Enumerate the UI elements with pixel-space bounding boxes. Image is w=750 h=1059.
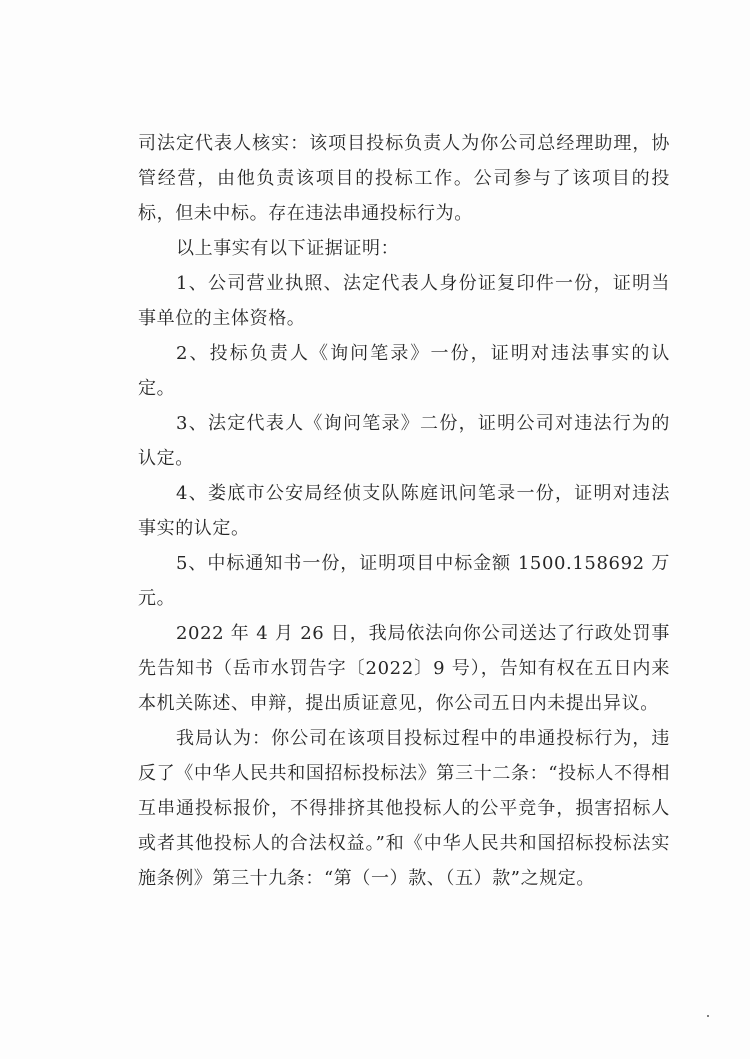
paragraph-evidence-2: 2、投标负责人《询问笔录》一份，证明对违法事实的认定。 [138,343,670,399]
document-body [138,126,670,896]
scan-speck [707,1015,709,1017]
paragraph-evidence-intro: 以上事实有以下证据证明： [176,238,400,259]
paragraph-notice: 2022 年 4 月 26 日，我局依法向你公司送达了行政处罚事先告知书（岳市水罚告字〔2022〕9 号），告知有权在五日内来本机关陈述、申辩，提出质证意见，你公司五日内未提出异议。 [138,623,670,714]
paragraph-evidence-4: 4、娄底市公安局经侦支队陈庭讯问笔录一份，证明对违法事实的认定。 [138,483,670,539]
paragraph-evidence-3: 3、法定代表人《询问笔录》二份，证明公司对违法行为的认定。 [138,413,670,469]
paragraph-ruling: 我局认为：你公司在该项目投标过程中的串通投标行为，违反了《中华人民共和国招标投标法》第三十二条：“投标人不得相互串通投标报价，不得排挤其他投标人的公平竞争，损害招标人或者其他投标人的合法权益。”和《中华人民共和国招标投标法实施条例》第三十九条：“第（一）款、（五）款”之规定。 [138,728,670,889]
paragraph-findings-continued: 司法定代表人核实：该项目投标负责人为你公司总经理助理，协管经营，由他负责该项目的投标工作。公司参与了该项目的投标，但未中标。存在违法串通投标行为。 [138,133,670,224]
paragraph-evidence-1: 1、公司营业执照、法定代表人身份证复印件一份，证明当事单位的主体资格。 [138,273,670,329]
paragraph-evidence-5: 5、中标通知书一份，证明项目中标金额 1500.158692 万元。 [138,553,670,609]
